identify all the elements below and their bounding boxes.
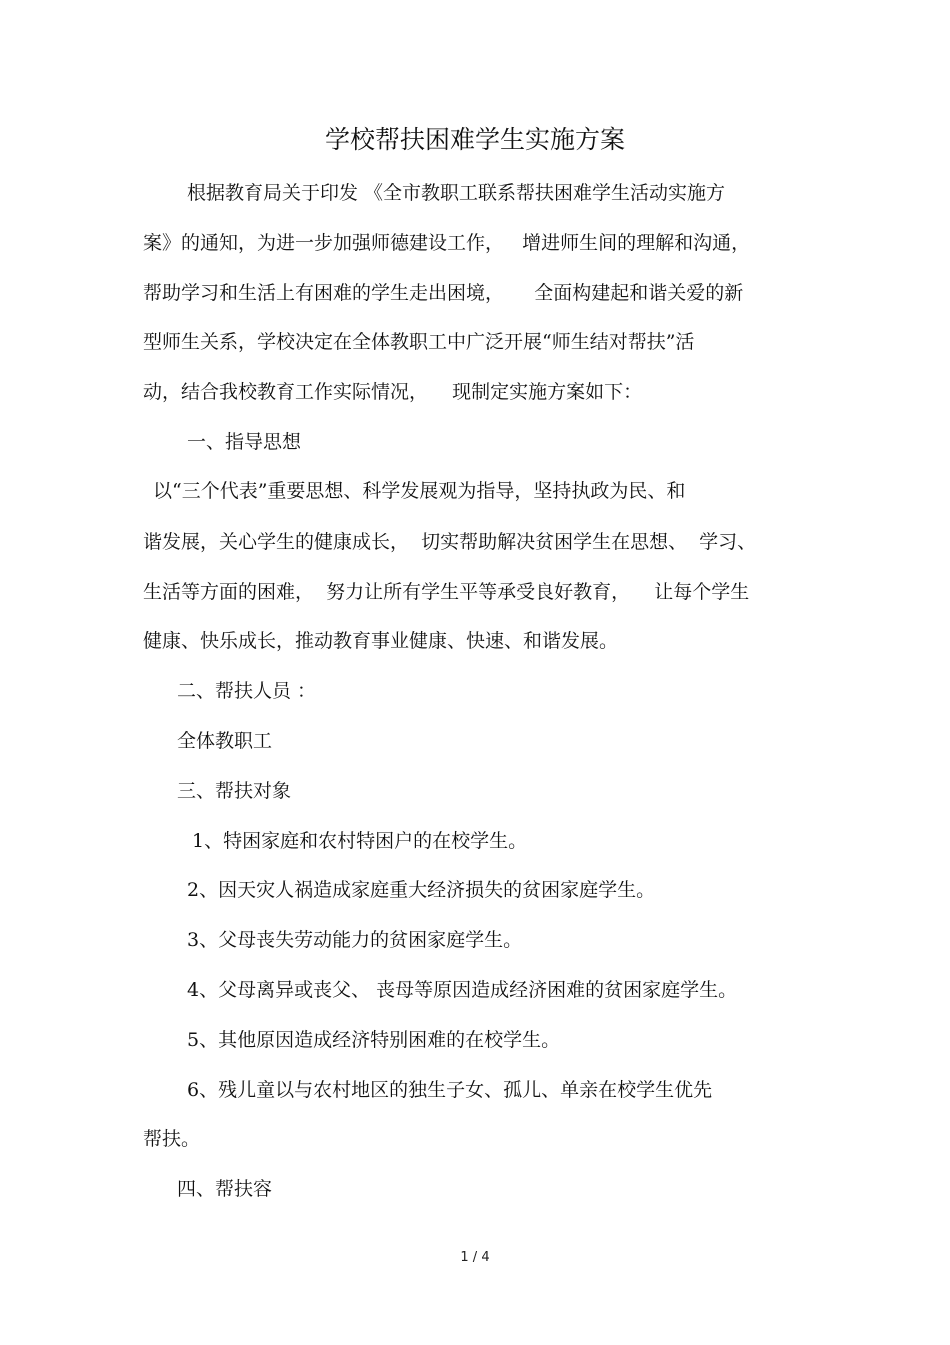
- target-item-1: 1、特困家庭和农村特困户的在校学生。: [192, 830, 528, 852]
- target-item-5: 5、其他原因造成经济特别困难的在校学生。: [187, 1029, 561, 1051]
- guiding-thought-line-3: 生活等方面的困难， 努力让所有学生平等承受良好教育， 让每个学生: [143, 581, 750, 603]
- intro-line-1: 根据教育局关于印发 《全市教职工联系帮扶困难学生活动实施方: [187, 182, 726, 204]
- target-item-3: 3、父母丧失劳动能力的贫困家庭学生。: [187, 929, 523, 951]
- section-heading-guiding-thought: 一、指导思想: [187, 431, 302, 453]
- intro-line-3: 帮助学习和生活上有困难的学生走出困境， 全面构建起和谐关爱的新: [143, 282, 744, 304]
- intro-line-5: 动，结合我校教育工作实际情况， 现制定实施方案如下：: [143, 381, 643, 403]
- guiding-thought-line-1: 以“三个代表”重要思想、科学发展观为指导，坚持执政为民、和: [153, 480, 686, 502]
- helpers-content: 全体教职工: [177, 730, 273, 752]
- target-item-6-continuation: 帮扶。: [143, 1128, 201, 1150]
- document-title: 学校帮扶困难学生实施方案: [324, 125, 625, 154]
- section-heading-content: 四、帮扶容: [177, 1178, 273, 1200]
- intro-line-2: 案》的通知，为进一步加强师德建设工作， 增进师生间的理解和沟通，: [143, 232, 751, 254]
- page-number: 1 / 4: [460, 1250, 490, 1265]
- section-heading-helpers: 二、帮扶人员 ：: [177, 680, 317, 702]
- target-item-6: 6、残儿童以与农村地区的独生子女、孤儿、单亲在校学生优先: [187, 1079, 713, 1101]
- section-heading-targets: 三、帮扶对象: [177, 780, 292, 802]
- guiding-thought-line-4: 健康、快乐成长，推动教育事业健康、快速、和谐发展。: [143, 630, 619, 652]
- target-item-4: 4、父母离异或丧父、 丧母等原因造成经济困难的贫困家庭学生。: [187, 979, 738, 1001]
- target-item-2: 2、因天灾人祸造成家庭重大经济损失的贫困家庭学生。: [187, 879, 656, 901]
- guiding-thought-line-2: 谐发展，关心学生的健康成长， 切实帮助解决贫困学生在思想、 学习、: [143, 531, 757, 553]
- intro-line-4: 型师生关系，学校决定在全体教职工中广泛开展“师生结对帮扶”活: [143, 331, 695, 353]
